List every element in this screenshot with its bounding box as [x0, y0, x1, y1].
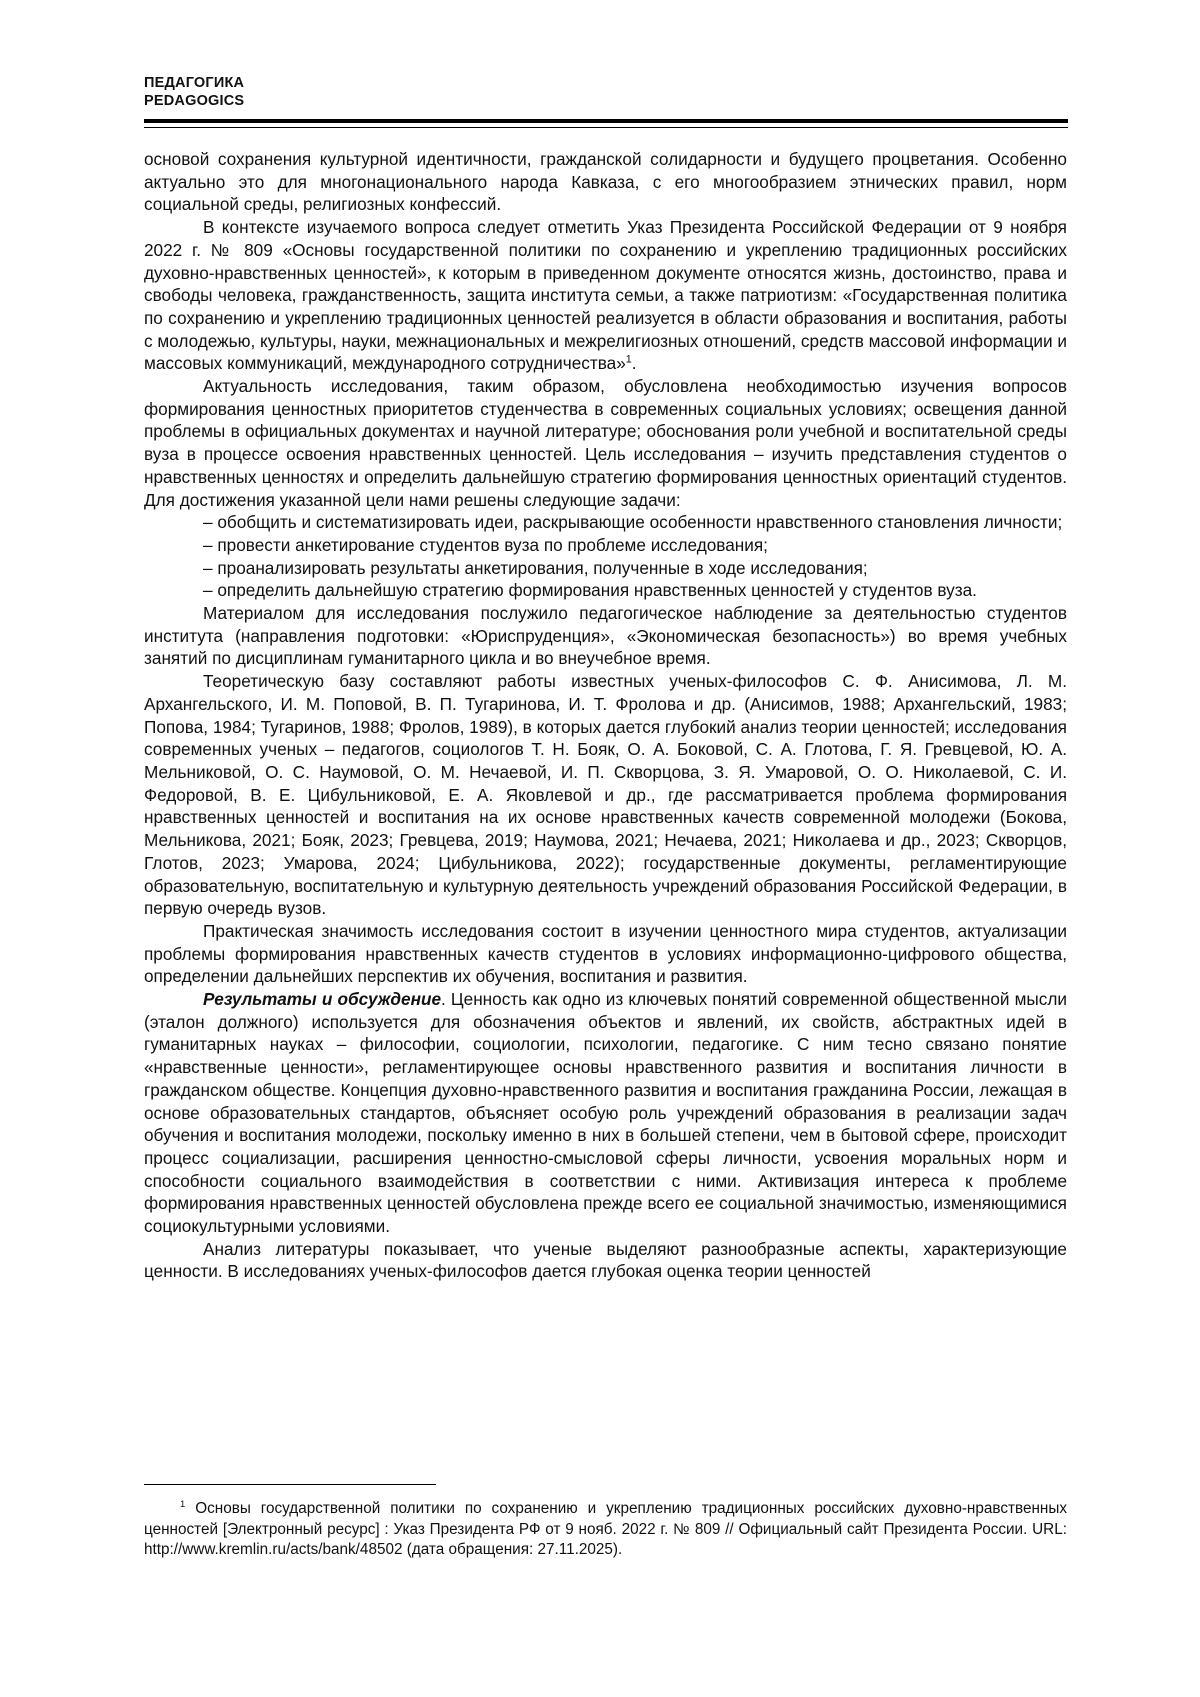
paragraph-theory: Теоретическую базу составляют работы известных ученых-философов С. Ф. Анисимова, Л. М. Архангельского, И. М. Поповой, В. П. Тугаринова, И. Т. Фролова и др. (Анисимов, 1988; Архангельский, 1983; Попова, 1984; Тугаринов, 1988; Фролов, 1989), в которых дается глубокий анализ теории ценностей; исследования современных ученых – педагогов, социологов Т. Н. Бояк, О. А. Боковой, С. А. Глотова, Г. Я. Гревцевой, Ю. А. Мельниковой, О. С. Наумовой, О. М. Нечаевой, И. П. Скворцова, З. Я. Умаровой, О. О. Николаевой, С. И. Федоровой, В. Е. Цибульниковой, Е. А. Яковлевой и др., где рассматривается проблема формирования нравственных ценностей и воспитания на их основе нравственных качеств современной молодежи (Бокова, Мельникова, 2021; Бояк, 2023; Гревцева, 2019; Наумова, 2021; Нечаева, 2021; Николаева и др., 2023; Скворцов, Глотов, 2023; Умарова, 2024; Цибульникова, 2022); государственные документы, регламентирующие образовательную, воспитательную и культурную деятельность учреждений образования Российской Федерации, в первую очередь вузов.	[144, 671, 1067, 919]
task-item: – определить дальнейшую стратегию формирования нравственных ценностей у студентов вуза.	[203, 580, 977, 601]
paragraph-material: Материалом для исследования послужило педагогическое наблюдение за деятельностью студентов института (направления подготовки: «Юриспруденция», «Экономическая безопасность») во время учебных занятий по дисциплинам гуманитарного цикла и во внеучебное время.	[144, 603, 1067, 669]
task-item: – обобщить и систематизировать идеи, раскрывающие особенности нравственного становления личности;	[203, 512, 1063, 533]
paragraph-results-text: . Ценность как одно из ключевых понятий современной общественной мысли (эталон должного) используется для обозначения объектов и явлений, их свойств, абстрактных идей в гуманитарных науках – философии, социологии, психологии, педагогике. С ним тесно связано понятие «нравственные ценности», регламентирующее основы нравственного развития и воспитания личности в гражданском обществе. Концепция духовно-нравственного развития и воспитания гражданина России, лежащая в основе образовательных стандартов, объясняет особую роль учреждений образования в реализации задач обучения и воспитания молодежи, поскольку именно в них в большей степени, чем в бытовой сфере, происходит процесс социализации, расширения ценностно-смысловой сферы личности, усвоения моральных норм и способности социального взаимодействия в соответствии с ними. Активизация интереса к проблеме формирования нравственных ценностей обусловлена прежде всего ее социальной значимостью, изменяющимися социокультурными условиями.	[144, 989, 1067, 1237]
paragraph-decree-text: В контексте изучаемого вопроса следует отметить Указ Президента Российской Федерации от 9 ноября 2022 г. № 809 «Основы государственной политики по сохранению и укреплению традиционных российских духовно-нравственных ценностей», к которым в приведенном документе относятся жизнь, достоинство, права и свободы человека, гражданственность, защита института семьи, а также патриотизм: «Государственная политика по сохранению и укреплению традиционных ценностей реализуется в области образования и воспитания, работы с молодежью, культуры, науки, межнациональных и межрелигиозных отношений, средств массовой информации и массовых коммуникаций, международного сотрудничества»	[144, 217, 1067, 374]
running-header	[144, 74, 244, 110]
paragraph-decree-end: .	[631, 353, 637, 374]
footnote	[144, 1499, 1067, 1561]
paragraph-decree	[144, 216, 1067, 375]
header-title-en: PEDAGOGICS	[144, 93, 245, 109]
paragraph-continuation: основой сохранения культурной идентичности, гражданской солидарности и будущего процветания. Особенно актуально это для многонационального народа Кавказа, с его многообразием этнических правил, норм социальной среды, религиозных конфессий.	[144, 149, 1067, 215]
footnote-separator	[144, 1484, 436, 1485]
article-body	[144, 148, 1067, 1283]
footnote-mark: 1	[180, 1498, 186, 1510]
paragraph-practical: Практическая значимость исследования состоит в изучении ценностного мира студентов, актуализации проблемы формирования нравственных качеств студентов в условиях информационно-цифрового общества, определении дальнейших перспектив их обучения, воспитания и развития.	[144, 920, 1067, 987]
header-title-ru: ПЕДАГОГИКА	[144, 75, 245, 91]
header-rule-thin	[144, 127, 1068, 128]
paragraph-results	[144, 988, 1067, 1238]
header-rule-thick	[144, 119, 1068, 123]
footnote-text: Основы государственной политики по сохранению и укреплению традиционных российских духовно-нравственных ценностей [Электронный ресурс] : Указ Президента РФ от 9 нояб. 2022 г. № 809 // Официальный сайт Президента России. URL: http://www.kremlin.ru/acts/bank/48502 (дата обращения: 27.11.2025).	[144, 1500, 1067, 1558]
paragraph-analysis: Анализ литературы показывает, что ученые выделяют разнообразные аспекты, характеризующие ценности. В исследованиях ученых-философов дается глубокая оценка теории ценностей	[144, 1238, 1067, 1282]
task-item: – проанализировать результаты анкетирования, полученные в ходе исследования;	[203, 557, 868, 578]
footnote-ref: 1	[625, 353, 632, 366]
task-item: – провести анкетирование студентов вуза по проблеме исследования;	[203, 534, 768, 555]
paragraph-relevance: Актуальность исследования, таким образом, обусловлена необходимостью изучения вопросов формирования ценностных приоритетов студенчества в современных социальных условиях; освещения данной проблемы в официальных документах и научной литературе; обоснования роли учебной и воспитательной среды вуза в процессе освоения нравственных ценностей. Цель исследования – изучить представления студентов о нравственных ценностях и определить дальнейшую стратегию формирования ценностных ориентаций студентов. Для достижения указанной цели нами решены следующие задачи:	[144, 376, 1067, 510]
section-heading-results: Результаты и обсуждение	[203, 989, 442, 1010]
